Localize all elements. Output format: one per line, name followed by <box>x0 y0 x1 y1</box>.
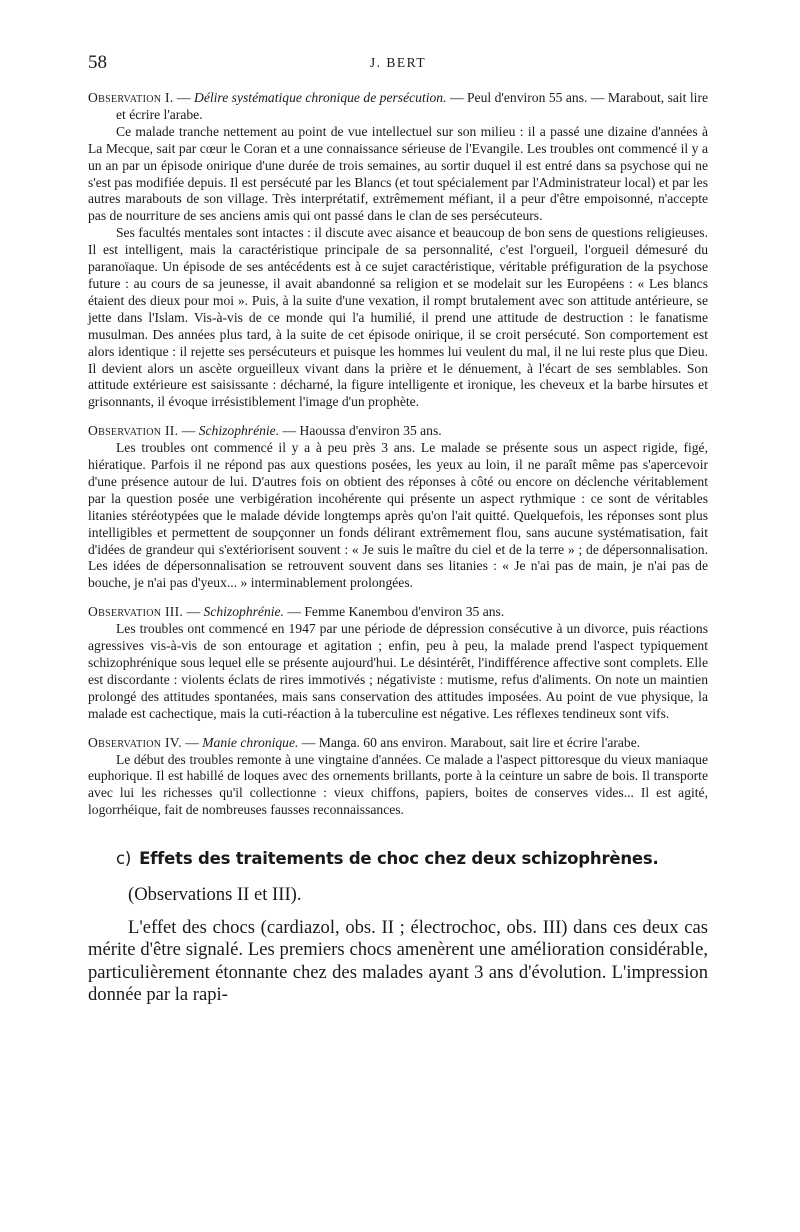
observation-label: Observation III. <box>88 604 184 620</box>
observation-paragraph: Ce malade tranche nettement au point de vue intellectuel sur son milieu : il a passé une dizaine d'années à La Mecque, sait par cœur le Coran et a une connaissance sérieuse de l'Evangile. Les troubles ont commencé il y a un an par un épisode onirique d'une durée de trois semaines, au sortir duquel il est entré dans sa psychose qui ne s'est pas modifiée depuis. Il est persécuté par les Blancs (et tout spécialement par l'Administrateur local) et par les autres marabouts de son village. Très interprétatif, extrêmement méfiant, il a peur d'être empoisonné, n'accepte pas de nourriture de ses anciens amis qui ont passé dans le clan de ses persécuteurs. <box>88 123 708 224</box>
observation-title: Délire systématique chronique de persécution. <box>194 90 447 105</box>
observation-1 <box>88 90 708 411</box>
observation-title: Schizophrénie. <box>198 423 280 439</box>
observation-paragraph: Les troubles ont commencé en 1947 par une période de dépression consécutive à un divorce, puis réactions agressives vis-à-vis de son entourage et agitation ; enfin, peu à peu, la malade prend l'aspect typiquement schizophrénique sous lequel elle se présente aujourd'hui. Le désintérêt, l'indifférence affective sont complets. Elle est discordante : violents éclats de rires immotivés ; négativiste : mutisme, refus d'aliments. On note un maintien prolongé des attitudes spontanées, mais sans conservation des attitudes imposées. Au point de vue physique, la malade est cachectique, mais la cuti-réaction à la tuberculine est négative. Les réflexes tendineux sont vifs. <box>88 621 708 721</box>
section-body <box>88 884 708 1007</box>
running-title: J. BERT <box>369 55 427 70</box>
running-head <box>88 52 708 76</box>
page-content <box>88 90 708 1007</box>
observation-heading <box>88 604 708 621</box>
section-paragraph: L'effet des chocs (cardiazol, obs. II ; électrochoc, obs. III) dans ces deux cas mérite d'être signalé. Les premiers chocs amenèrent une amélioration considérable, particulièrement étonnante chez des malades ayant 3 ans d'évolution. L'impression donnée par la rapi- <box>88 916 708 1006</box>
observation-paragraph: Le début des troubles remonte à une vingtaine d'années. Ce malade a l'aspect pittoresque du vieux maniaque euphorique. Il est habillé de loques avec des ornements brillants, porte à la ceinture un sabre de bois. Il transporte avec lui les richesses qu'il collectionne : vieux chiffons, papiers, boites de conserves vides... Il est agité, logorrhéique, fait de nombreuses fausses reconnaissances. <box>88 751 708 818</box>
section-title: Effets des traitements de choc chez deux schizophrènes. <box>139 849 659 869</box>
observation-4 <box>88 735 708 820</box>
observation-label: Observation II. <box>88 423 179 439</box>
observation-3 <box>88 604 708 722</box>
observation-dash: — <box>173 90 195 105</box>
observation-heading <box>88 735 708 752</box>
observation-paragraph: Les troubles ont commencé il y a à peu près 3 ans. Le malade se présente sous un aspect rigide, figé, hiératique. Parfois il ne répond pas aux questions posées, les yeux au loin, il ne paraît même pas s'apercevoir d'une présence autour de lui. D'autres fois on obtient des réponses à côté ou encore on déclenche véritablement par la question posée une verbigération incohérente qui présente un aspect rythmique : ce sont de véritables litanies stéréotypées que le malade dévide longtemps après qu'on l'ait quitté. Quelquefois, les réponses sont plus intelligibles et permettent de soupçonner un fonds délirant extrêmement flou, sans aucune systématisation, fait d'idées de grandeur qui s'extériorisent souvent : « Je suis le maître du ciel et de la terre » ; de dépersonnalisation. Les idées de dépersonnalisation se retrouvent souvent dans ses litanies : « Je n'ai pas de main, je n'ai pas de bouche, je n'ai pas d'yeux... » interminablement prolongées. <box>88 440 708 591</box>
observation-label: Observation IV. <box>88 734 182 750</box>
observation-subject: — Haoussa d'environ 35 ans. <box>279 423 442 439</box>
observation-2 <box>88 423 708 592</box>
section-heading <box>116 849 708 868</box>
observation-title: Schizophrénie. <box>203 604 284 620</box>
observation-subject: — Femme Kanembou d'environ 35 ans. <box>283 604 505 620</box>
section-prefix: c) <box>116 849 132 869</box>
observation-label: Observation I. <box>88 90 174 105</box>
observation-subject: — Manga. 60 ans environ. Marabout, sait lire et écrire l'arabe. <box>298 734 641 750</box>
page-number: 58 <box>88 52 107 73</box>
observation-heading <box>88 90 708 124</box>
observation-subject: — Peul d'environ 55 ans. — Marabout, sait lire et écrire l'arabe. <box>116 90 708 122</box>
observation-paragraph: Ses facultés mentales sont intactes : il discute avec aisance et beaucoup de bon sens de questions religieuses. Il est intelligent, mais la caractéristique principale de sa personnalité, c'est l'orgueil, l'orgueil démesuré du paranoïaque. Un épisode de ses antécédents est à ce sujet caractéristique, véritable préfiguration de la psychose future : au cours de sa jeunesse, il avait abandonné sa religion et se modelait sur les Européens : « Les blancs étaient des dieux pour moi ». Puis, à la suite d'une vexation, il rompt brutalement avec son attitude antérieure, se jette dans l'Islam. Vis-à-vis de ce monde qui l'a humilié, il prend une attitude de destruction : le fanatisme musulman. Des années plus tard, à la suite de cet épisode onirique, il se croit persécuté. Son comportement est alors identique : il rejette ses persécuteurs et puisque les hommes lui veulent du mal, il ne lui reste plus que Dieu. Il devient alors un ascète orgueilleux vivant dans la prière et le dénuement, à l'écart de ses semblables. Son attitude extérieure est saisissante : décharné, la figure intelligente et ironique, les cheveux et la barbe hirsutes et grisonnants, il évoque irrésistiblement l'image d'un prophète. <box>88 225 708 410</box>
section-subheading: (Observations II et III). <box>128 884 302 906</box>
observation-heading <box>88 423 708 440</box>
observation-dash: — <box>181 734 203 750</box>
observation-dash: — <box>183 604 204 620</box>
observation-title: Manie chronique. <box>202 734 299 750</box>
observation-dash: — <box>178 423 199 439</box>
